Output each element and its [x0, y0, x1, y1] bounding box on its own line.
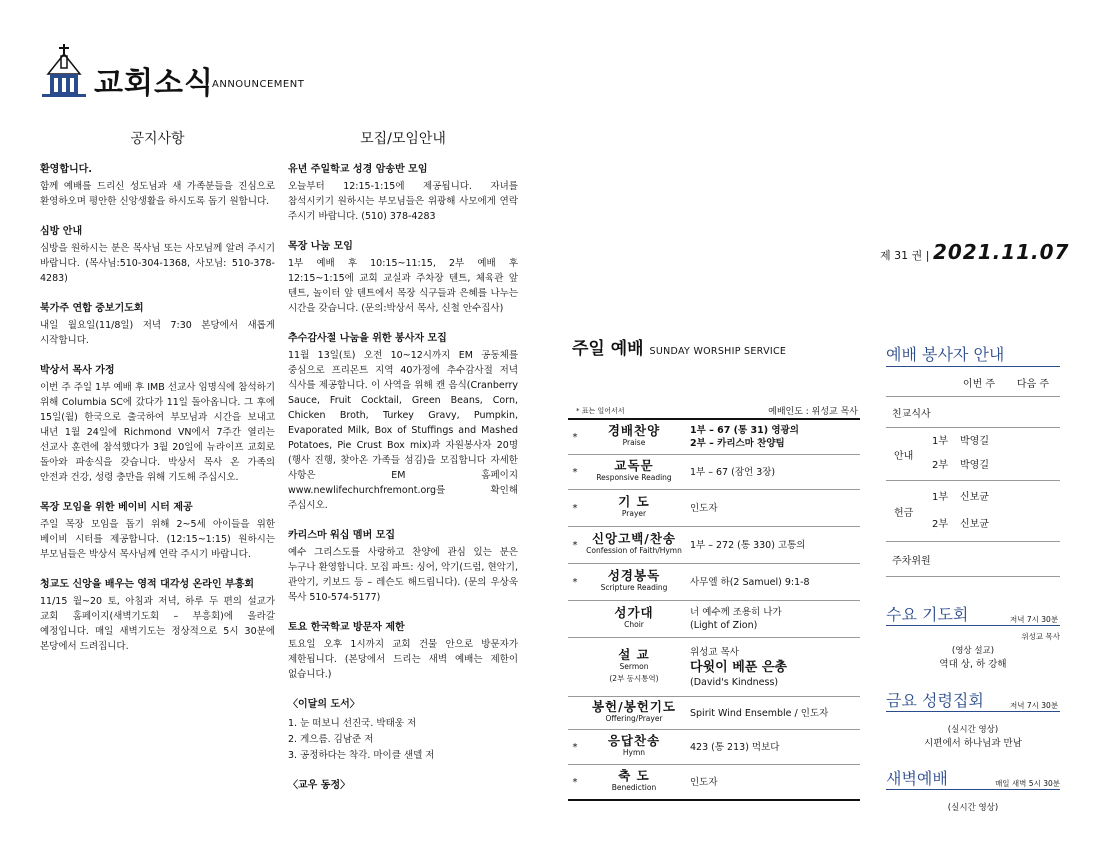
servers-row — [886, 542, 1060, 577]
worship-title-text: 주일 예배 — [572, 339, 644, 359]
worship-row — [568, 637, 860, 696]
friday-title: 금요 성령집회 — [886, 691, 984, 710]
next-week-header: 다음 주 — [1016, 378, 1050, 390]
worship-item — [582, 770, 686, 794]
worship-detail: 423 (통 213) 먹보다 — [690, 741, 780, 753]
worship-item-ko: 축 도 — [618, 768, 650, 783]
standing-note: * 표는 일어서서 — [576, 407, 625, 415]
wednesday-note: (영상 설교) — [951, 646, 995, 656]
worship-row — [568, 526, 860, 563]
part-label: 2부 — [932, 460, 949, 471]
meeting-item — [288, 162, 518, 224]
staff-news-title: 〈교우 동정〉 — [288, 780, 351, 791]
worship-item-ko: 응답찬송 — [607, 733, 661, 748]
meeting-body: 오늘부터 12:15-1:15에 제공됩니다. 자녀를 참석시키기 원하시는 부모님들은 위광해 사모에게 연락 주시기 바랍니다. (510) 378-4283 — [288, 181, 518, 222]
servers-row — [886, 481, 1060, 542]
servers-row — [886, 428, 1060, 481]
greeter-label: 친교식사 — [892, 408, 931, 420]
meeting-title: 목장 나눔 모임 — [288, 241, 353, 252]
standing-mark: * — [572, 431, 578, 443]
worship-item — [582, 607, 686, 631]
worship-row — [568, 454, 860, 489]
friday-time: 저녁 7시 30분 — [1010, 701, 1059, 710]
notice-body: 11/15 월~20 토, 아침과 저녁, 하루 두 편의 설교가 교회 홈페이지(새벽기도회 – 부흥회)에 올라갈 예정입니다. 매일 새벽기도는 정상적으로 5시 30분에 본당에서 드려집니다. — [40, 596, 275, 652]
part-label: 2부 — [932, 519, 949, 530]
meeting-title: 유년 주일학교 성경 암송반 모임 — [288, 164, 428, 175]
servers-table — [886, 368, 1060, 577]
worship-item-en: Prayer — [621, 509, 647, 518]
meeting-body: 11월 13일(토) 오전 10~12시까지 EM 공동체를 중심으로 프리몬트 지역 40가정에 추수감사절 저녁 식사를 제공합니다. 이 사역을 위해 캔 음식(Cranberry Sauce, Fruit Cocktail, Green Beans, Corn, Chicken Broth, Turkey Gravy, Pumpkin, Evaporated Milk, Box of Stuffings and Mashed Potatoes, Pie Crust Box mix)과 자원봉사자 20명(행사 진행, 찾아온 가족들 섬김)을 모집합니다 자세한 사항은 EM 홈페이지 www.newlifechurchfremont.org를 확인해 주십시오. — [288, 350, 518, 511]
page-subtitle: ANNOUNCEMENT — [212, 79, 305, 90]
worship-item-en: Praise — [622, 438, 646, 447]
worship-item-en: Choir — [624, 620, 644, 629]
notices-heading: 공지사항 — [130, 131, 185, 147]
worship-subtitle: SUNDAY WORSHIP SERVICE — [649, 346, 787, 357]
notice-body: 함께 예배를 드리신 성도님과 새 가족분들을 진심으로 환영하오며 평안한 신앙생활을 하시도록 돕기 원합니다. — [40, 181, 275, 207]
worship-item-en: Confession of Faith/Hymn — [586, 546, 682, 555]
part-label: 1부 — [932, 492, 949, 503]
worship-detail — [686, 606, 860, 632]
worship-item-en: Offering/Prayer — [605, 714, 663, 723]
wednesday-time: 저녁 7시 30분 — [1010, 615, 1059, 624]
notices-column — [40, 162, 275, 669]
sermon-title: 다윗이 베푼 은총 — [690, 659, 787, 675]
worship-item — [582, 533, 686, 557]
preacher: 위성교 목사 — [690, 646, 739, 658]
dawn-time: 매일 새벽 5시 30분 — [995, 779, 1060, 788]
worship-row — [568, 489, 860, 526]
part-label: 1부 — [932, 436, 949, 447]
servers-title-rule — [886, 366, 1060, 367]
worship-item — [582, 425, 686, 449]
standing-mark: * — [572, 539, 578, 551]
detail-line: 2부 – 카리스마 찬양팀 — [690, 438, 785, 449]
notice-body: 이번 주 주일 1부 예배 후 IMB 선교사 임명식에 참석하기 위해 Columbia SC에 갔다가 11일 돌아옵니다. 그 후에 15일(월) 한국으로 출국하여 부모님과 시간을 보내고 내년 1월 24일에 Richmond VN에서 7주간 열리는 선교사 훈련에 참석했다가 3월 20일에 뉴라이프 교회로 돌아와 파송식을 갖습니다. 박상서 목사 온 가족의 안전과 건강, 성령 충만을 위해 기도해 주십시오. — [40, 382, 275, 483]
wednesday-text: 역대 상, 하 강해 — [939, 659, 1007, 670]
standing-mark: * — [572, 576, 578, 588]
friday-note: (실시간 영상) — [947, 725, 999, 735]
interpretation-note: (2부 동시통역) — [609, 674, 659, 683]
meeting-title: 토요 한국학교 방문자 제한 — [288, 622, 405, 633]
standing-mark: * — [572, 776, 578, 788]
worship-item — [582, 460, 686, 484]
volume-label: 제 31 권 | — [880, 249, 930, 262]
server-name: 박영길 — [960, 460, 989, 471]
meeting-item — [288, 239, 518, 316]
servers-header-row — [886, 368, 1060, 397]
worship-leader: 예배인도 : 위성교 목사 — [768, 407, 858, 417]
notice-body: 주일 목장 모임을 돕기 위해 2~5세 아이들을 위한 베이비 시터를 제공합니다. (12:15~1:15) 원하시는 부모님들은 박상서 목사님께 연락 주시기 바랍니다. — [40, 519, 275, 560]
book-item: 3. 공정하다는 착각. 마이클 샌델 저 — [288, 750, 435, 761]
meeting-item — [288, 331, 518, 513]
worship-detail: 1부 – 67 (잠언 3장) — [690, 466, 776, 478]
wednesday-detail — [886, 644, 1060, 672]
wednesday-rule — [886, 625, 1060, 626]
worship-title — [572, 334, 786, 359]
worship-detail — [686, 424, 860, 450]
meeting-body: 예수 그리스도를 사랑하고 찬양에 관심 있는 분은 누구나 환영합니다. 모집 파트: 싱어, 악기(드럼, 현악기, 관악기, 키보드 등 – 레슨도 해드립니다). (문의 우상욱 목사 510-574-5177) — [288, 547, 518, 603]
church-logo-icon — [40, 44, 88, 98]
friday-text: 시편에서 하나님과 만남 — [924, 738, 1022, 749]
friday-rule — [886, 711, 1060, 712]
meeting-item — [288, 528, 518, 605]
detail-line: (Light of Zion) — [690, 620, 758, 631]
friday-detail — [886, 723, 1060, 751]
worship-item-ko: 기 도 — [618, 494, 650, 509]
standing-mark: * — [572, 741, 578, 753]
server-name: 신보균 — [960, 492, 989, 503]
parking-label: 주차위원 — [892, 555, 931, 567]
dawn-rule — [886, 789, 1060, 790]
worship-row — [568, 563, 860, 600]
standing-mark: * — [572, 502, 578, 514]
worship-item-ko: 봉헌/봉헌기도 — [591, 699, 677, 714]
wednesday-leader: 위성교 목사 — [1021, 632, 1060, 641]
notice-item — [40, 363, 275, 485]
notice-title: 박상서 목사 가정 — [40, 365, 115, 376]
servers-title: 예배 봉사자 안내 — [886, 345, 1005, 364]
worship-item-ko: 성경봉독 — [607, 568, 661, 583]
server-name: 신보균 — [960, 519, 989, 530]
worship-detail: Spirit Wind Ensemble / 인도자 — [690, 707, 829, 719]
offering-label: 헌금 — [894, 507, 914, 519]
worship-order-table — [568, 418, 860, 801]
meeting-body: 토요일 오후 1시까지 교회 건물 안으로 방문자가 제한됩니다. (본당에서 드리는 새벽 예배는 제한이 없습니다.) — [288, 639, 518, 680]
notice-title: 환영합니다. — [40, 164, 93, 175]
worship-item — [582, 735, 686, 759]
meeting-title: 추수감사절 나눔을 위한 봉사자 모집 — [288, 333, 447, 344]
standing-mark: * — [572, 466, 578, 478]
worship-row — [568, 418, 860, 454]
notice-item — [40, 577, 275, 654]
volume-date — [880, 240, 1069, 264]
detail-line: 너 예수께 조용히 나가 — [690, 607, 782, 618]
worship-row — [568, 729, 860, 764]
worship-item — [582, 570, 686, 594]
worship-detail: 1부 – 272 (통 330) 고통의 — [690, 539, 806, 551]
detail-line: 1부 – 67 (통 31) 영광의 — [690, 425, 799, 436]
worship-item-ko: 설 교 — [618, 647, 650, 662]
worship-item — [582, 649, 686, 685]
worship-detail: 인도자 — [690, 776, 718, 788]
notice-item — [40, 224, 275, 286]
worship-row — [568, 600, 860, 637]
worship-item — [582, 496, 686, 520]
meetings-column — [288, 162, 518, 797]
books-title: 〈이달의 도서〉 — [288, 699, 360, 710]
worship-item-ko: 경배찬양 — [607, 423, 661, 438]
usher-label: 안내 — [894, 450, 914, 462]
notice-body: 심방을 원하시는 분은 목사님 또는 사모님께 알려 주시기 바랍니다. (목사님:510-304-1368, 사모님: 510-378-4283) — [40, 243, 275, 284]
meeting-item — [288, 620, 518, 682]
page-title: 교회소식 — [94, 66, 214, 101]
sermon-title-en: (David's Kindness) — [690, 676, 779, 688]
notice-title: 목장 모임을 위한 베이비 시터 제공 — [40, 502, 193, 513]
worship-item-en: Scripture Reading — [600, 583, 668, 592]
worship-row — [568, 696, 860, 729]
worship-item-en: Hymn — [622, 748, 646, 757]
notice-title: 북가주 연합 중보기도회 — [40, 303, 144, 314]
worship-detail: 인도자 — [690, 502, 718, 514]
meetings-heading: 모집/모임안내 — [360, 131, 446, 147]
dawn-note: (실시간 영상) — [947, 803, 999, 813]
servers-row — [886, 397, 1060, 428]
notice-item — [40, 301, 275, 348]
meeting-body: 1부 예배 후 10:15~11:15, 2부 예배 후 12:15~1:15에 교회 교실과 주차장 텐트, 체육관 앞 텐트, 놀이터 앞 텐트에서 목장 식구들과 은혜를 나누는 시간을 갖습니다. (문의:박상서 목사, 신철 안수집사) — [288, 258, 518, 314]
worship-item — [582, 701, 686, 725]
worship-item-ko: 성가대 — [614, 605, 654, 620]
worship-item-en: Responsive Reading — [596, 473, 672, 482]
notice-body: 내일 월요일(11/8일) 저녁 7:30 본당에서 새롭게 시작합니다. — [40, 320, 275, 346]
worship-detail: 사무엘 하(2 Samuel) 9:1-8 — [690, 576, 810, 588]
worship-item-en: Sermon — [619, 662, 649, 671]
worship-item-ko: 신앙고백/찬송 — [591, 531, 677, 546]
wednesday-title: 수요 기도회 — [886, 605, 969, 624]
notice-item — [40, 162, 275, 209]
book-item: 2. 게으름. 김남준 저 — [288, 734, 374, 745]
worship-row — [568, 764, 860, 801]
this-week-header: 이번 주 — [962, 378, 996, 390]
notice-item — [40, 500, 275, 562]
book-item: 1. 눈 떠보니 선진국. 박태웅 저 — [288, 718, 417, 729]
server-name: 박영길 — [960, 436, 989, 447]
notice-title: 심방 안내 — [40, 226, 83, 237]
meeting-title: 카리스마 워십 멤버 모집 — [288, 530, 396, 541]
worship-item-ko: 교독문 — [614, 458, 654, 473]
worship-item-en: Benediction — [611, 783, 657, 792]
dawn-title: 새벽예배 — [886, 769, 948, 788]
worship-detail — [686, 646, 860, 689]
notice-title: 청교도 신앙을 배우는 영적 대각성 온라인 부흥회 — [40, 579, 255, 590]
issue-date: 2021.11.07 — [932, 240, 1070, 264]
